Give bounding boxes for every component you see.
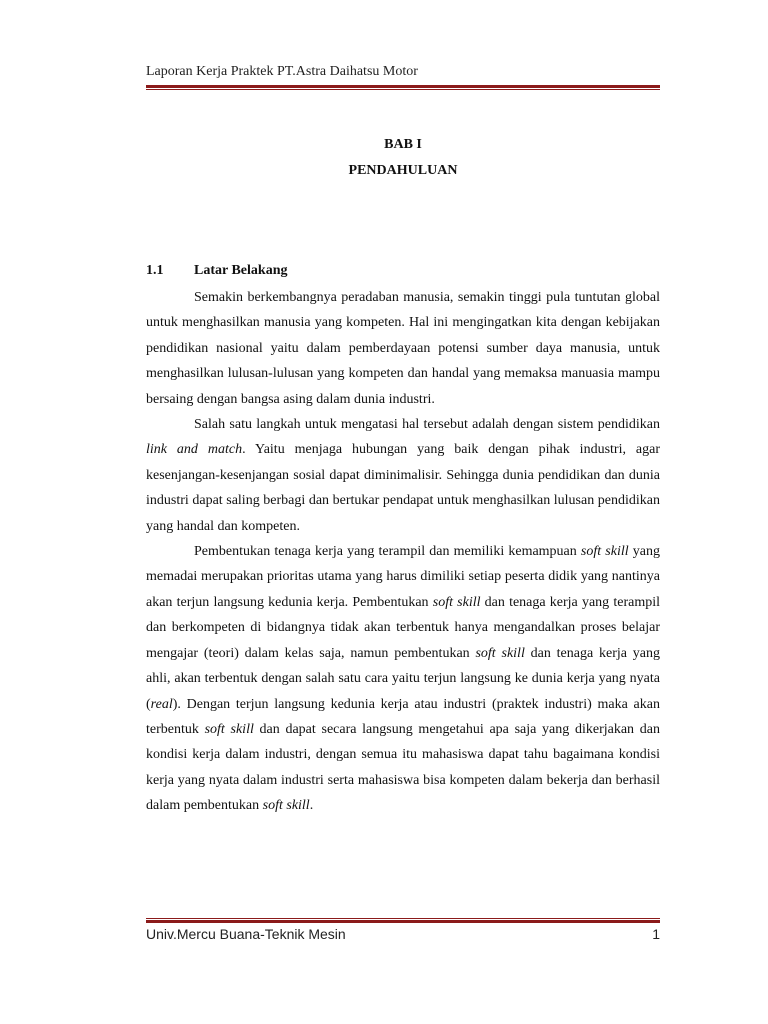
paragraph-text: ). Dengan terjun langsung kedunia kerja atau industri (praktek industri) maka akan terbentuk <box>146 696 660 737</box>
italic-term: soft skill <box>580 544 629 560</box>
paragraph-text: dan tenaga kerja yang ahli, akan terbentuk dengan salah satu cara yaitu terjun langsung ke dunia kerja yang nyata ( <box>146 645 661 712</box>
paragraph-text: yang memadai merupakan prioritas utama yang harus dimiliki setiap peserta didik yang nantinya akan terjun langsung kedunia kerja. Pembentukan <box>146 544 660 610</box>
paragraph-text: Pembentukan tenaga kerja yang terampil dan memiliki kemampuan <box>194 544 581 560</box>
paragraph-text: dan dapat secara langsung mengetahui apa saja yang dikerjakan dan kondisi kerja dalam industri, dengan semua itu mahasiswa dapat tahu bagaimana kondisi kerja yang nyata dalam industri serta mahasiswa bisa kompeten dalam bekerja dan berhasil dalam pembentukan <box>146 721 660 814</box>
running-footer: Univ.Mercu Buana-Teknik Mesin <box>146 926 346 942</box>
italic-term: link and match <box>146 442 243 458</box>
italic-term: soft skill <box>262 798 310 814</box>
chapter-title: PENDAHULUAN <box>348 163 458 178</box>
section-heading <box>146 263 287 279</box>
paragraph-text: Semakin berkembangnya peradaban manusia, semakin tinggi pula tuntutan global untuk menghasilkan manusia yang kompeten. Hal ini mengingatkan kita dengan kebijakan pendidikan nasional yaitu dalam pemberdayaan potensi sumber daya manusia, untuk menghasilkan lulusan-lulusan yang kompeten dan handal yang memaksa manuasia mampu bersaing dengan bangsa asing dalam dunia industri. <box>146 290 660 407</box>
paragraph <box>146 539 660 818</box>
paragraph-text: . Yaitu menjaga hubungan yang baik dengan pihak industri, agar kesenjangan-kesenjangan sosial dapat diminimalisir. Sehingga dunia pendidikan dan dunia industri dapat saling berbagi dan bertukar pendapat untuk menghasilkan lulusan pendidikan yang handal dan kompeten. <box>146 442 660 534</box>
italic-term: soft skill <box>432 594 481 610</box>
section-title: Latar Belakang <box>194 263 288 278</box>
section-number: 1.1 <box>146 263 164 278</box>
page-number: 1 <box>652 926 660 942</box>
header-rule-thin <box>146 89 660 90</box>
paragraph-text: . <box>309 798 314 814</box>
italic-term: soft skill <box>204 721 254 737</box>
italic-term: real <box>150 696 173 712</box>
paragraph <box>146 285 660 412</box>
header-rule <box>146 85 660 90</box>
footer-rule <box>146 918 660 923</box>
paragraph-text: Salah satu langkah untuk mengatasi hal tersebut adalah dengan sistem pendidikan <box>194 417 660 433</box>
paragraph-text: dan tenaga kerja yang terampil dan berkompeten di bidangnya tidak akan terbentuk hanya mengandalkan proses belajar mengajar (teori) dalam kelas saja, namun pembentukan <box>146 594 661 661</box>
body-text <box>146 285 660 819</box>
running-header: Laporan Kerja Praktek PT.Astra Daihatsu Motor <box>146 64 418 79</box>
italic-term: soft skill <box>475 645 525 661</box>
chapter-number: BAB I <box>384 137 422 152</box>
footer-rule-thick <box>146 920 660 923</box>
paragraph <box>146 412 660 539</box>
